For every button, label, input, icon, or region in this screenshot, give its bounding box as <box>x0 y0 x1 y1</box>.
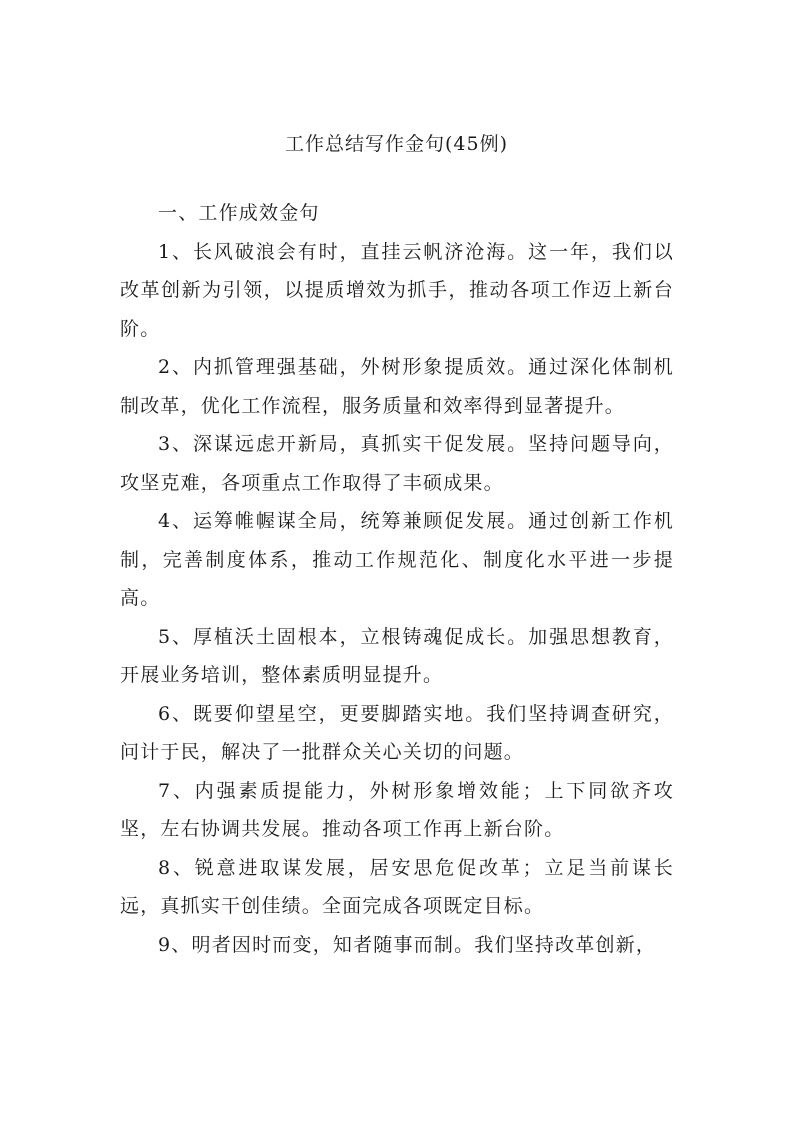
paragraph-4: 4、运筹帷幄谋全局，统筹兼顾促发展。通过创新工作机制，完善制度体系，推动工作规范化、制度化水平进一步提高。 <box>120 510 674 609</box>
paragraph-5: 5、厚植沃土固根本，立根铸魂促成长。加强思想教育，开展业务培训，整体素质明显提升。 <box>120 625 674 686</box>
paragraph-2: 2、内抓管理强基础，外树形象提质效。通过深化体制机制改革，优化工作流程，服务质量和效率得到显著提升。 <box>120 356 674 417</box>
paragraph-9: 9、明者因时而变，知者随事而制。我们坚持改革创新， <box>158 933 657 956</box>
paragraph-3: 3、深谋远虑开新局，真抓实干促发展。坚持问题导向，攻坚克难，各项重点工作取得了丰硕成果。 <box>120 433 674 494</box>
document-title: 工作总结写作金句(45例) <box>284 133 508 155</box>
paragraph-6: 6、既要仰望星空，更要脚踏实地。我们坚持调查研究，问计于民，解决了一批群众关心关切的问题。 <box>120 702 674 763</box>
document-body <box>120 194 674 964</box>
paragraph-8: 8、锐意进取谋发展，居安思危促改革；立足当前谋长远，真抓实干创佳绩。全面完成各项既定目标。 <box>120 856 674 917</box>
section-heading: 一、工作成效金句 <box>158 202 320 224</box>
paragraph-1: 1、长风破浪会有时，直挂云帆济沧海。这一年，我们以改革创新为引领，以提质增效为抓手，推动各项工作迈上新台阶。 <box>120 240 674 340</box>
paragraph-7: 7、内强素质提能力，外树形象增效能；上下同欲齐攻坚，左右协调共发展。推动各项工作再上新台阶。 <box>120 779 674 840</box>
